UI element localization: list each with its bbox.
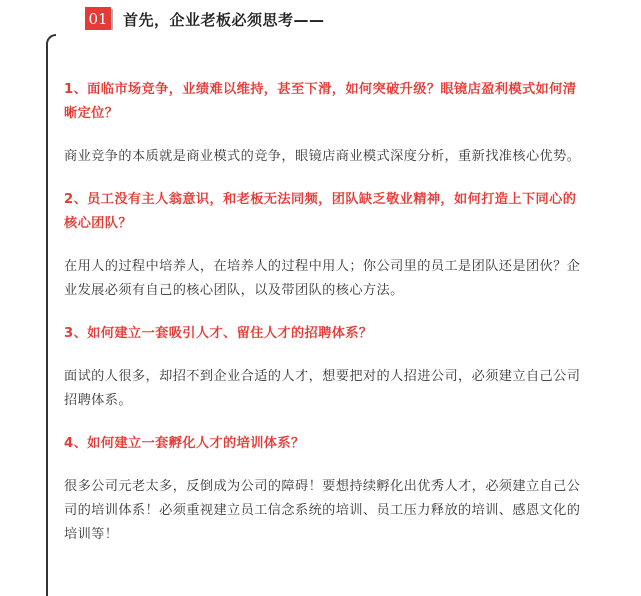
section-header [85, 6, 325, 32]
answer-4: 很多公司元老太多，反倒成为公司的障碍！要想持续孵化出优秀人才，必须建立自己公司的培训体系！必须重视建立员工信念系统的培训、员工压力释放的培训、感恩文化的培训等！ [64, 479, 581, 542]
section-number-badge: 01 [85, 7, 111, 31]
section-title: 首先，企业老板必须思考—— [123, 10, 325, 29]
answer-3: 面试的人很多，却招不到企业合适的人才，想要把对的人招进公司，必须建立自己公司招聘体系。 [64, 369, 581, 408]
answer-2: 在用人的过程中培养人，在培养人的过程中用人；你公司里的员工是团队还是团伙？企业发展必须有自己的核心团队，以及带团队的核心方法。 [64, 259, 581, 298]
question-1: 1、面临市场竞争，业绩难以维持，甚至下滑，如何突破升级？眼镜店盈利模式如何清晰定位？ [64, 82, 577, 121]
article-body [64, 78, 586, 566]
question-2: 2、员工没有主人翁意识，和老板无法同频，团队缺乏敬业精神，如何打造上下同心的核心团队？ [64, 192, 577, 231]
answer-1: 商业竞争的本质就是商业模式的竞争，眼镜店商业模式深度分析，重新找准核心优势。 [64, 149, 581, 164]
frame-top-gap [56, 30, 616, 38]
question-4: 4、如何建立一套孵化人才的培训体系？ [64, 436, 305, 451]
question-3: 3、如何建立一套吸引人才、留住人才的招聘体系？ [64, 326, 373, 341]
